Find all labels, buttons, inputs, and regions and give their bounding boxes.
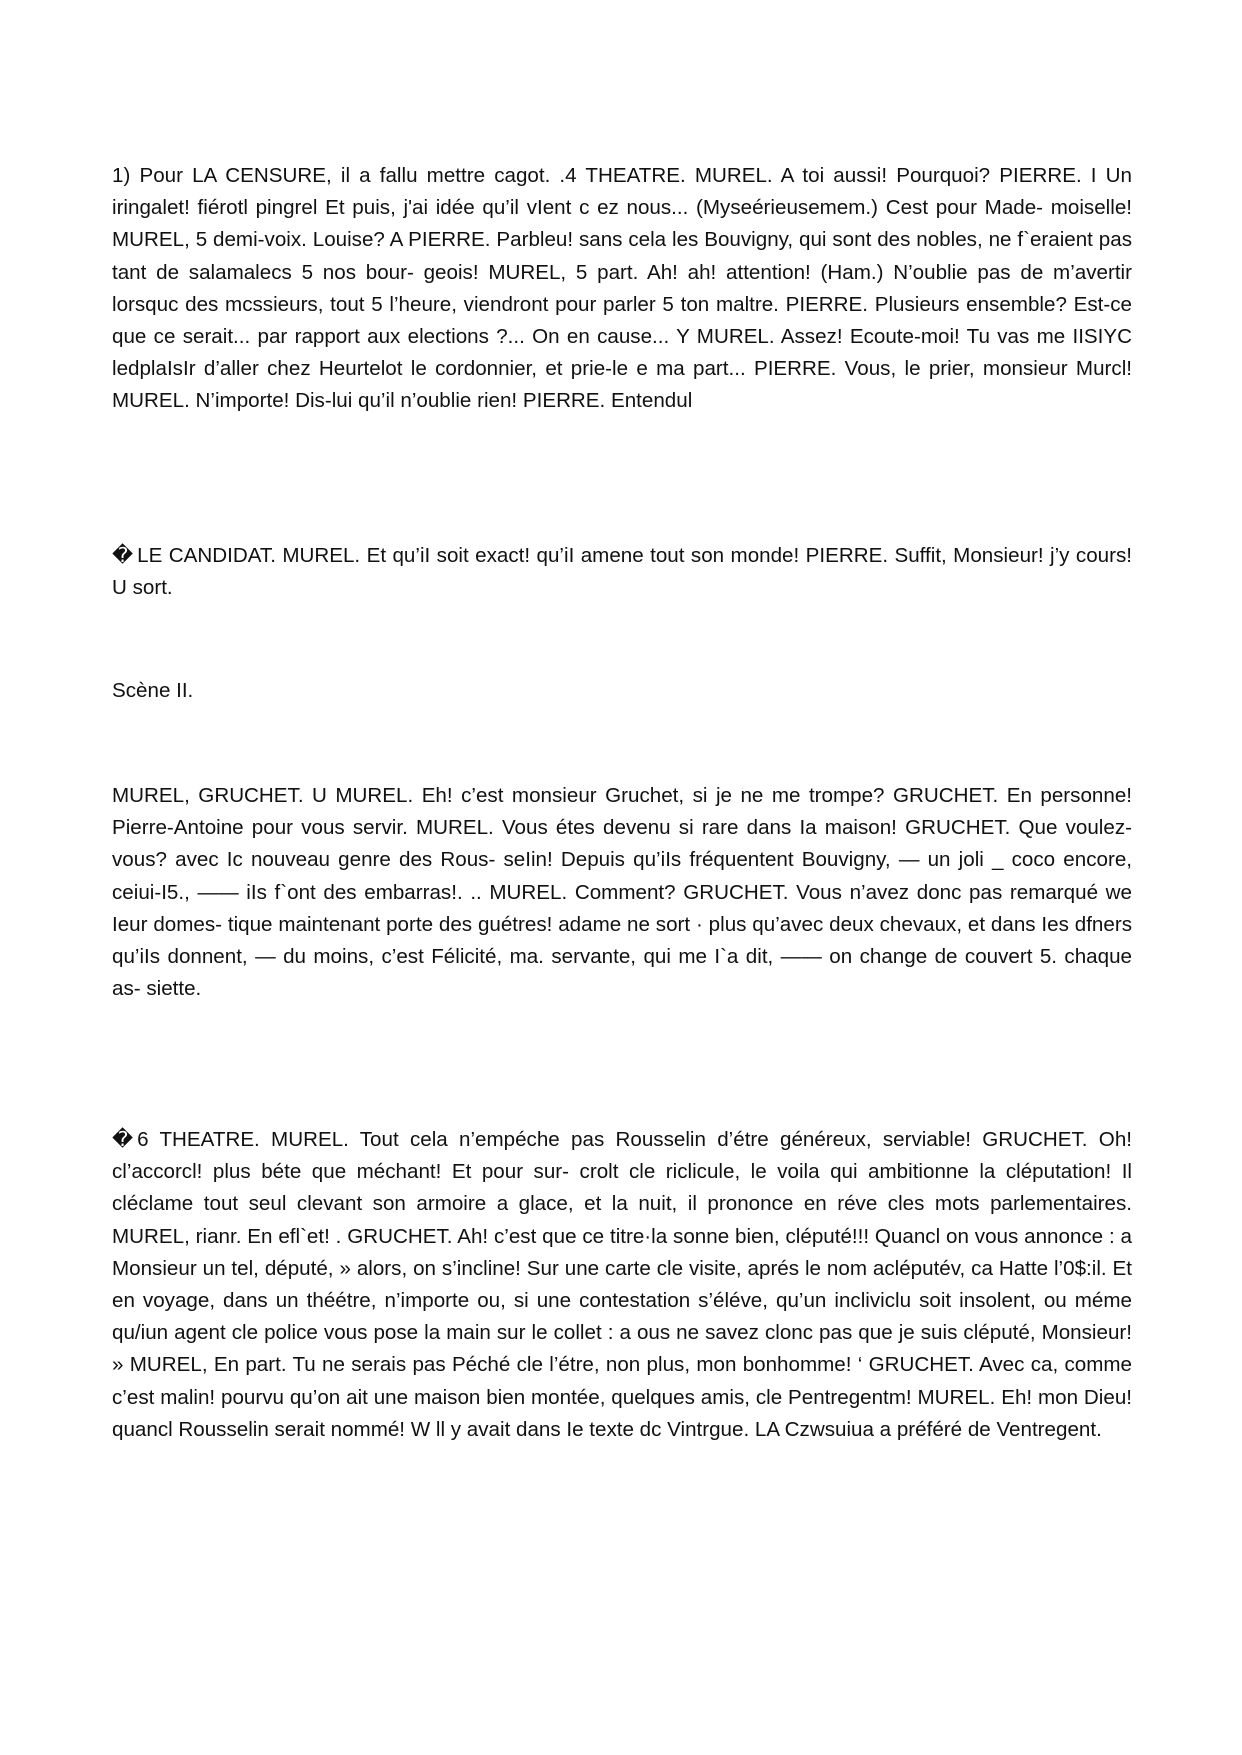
replacement-character-icon: � <box>112 1128 134 1151</box>
scene-heading: Scène II. <box>112 679 194 702</box>
document-page <box>112 0 1132 1755</box>
replacement-character-icon: � <box>112 544 134 567</box>
paragraph-1: 1) Pour LA CENSURE, il a fallu mettre cagot. .4 THEATRE. MUREL. A toi aussi! Pourquoi? PIERRE. I Un iringalet! fiérotl pingrel Et puis, j'ai idée qu’il vIent c ez nous... (Myseérieusemem.) Cest pour Made- moiselle! MUREL, 5 demi-voix. Louise? A PIERRE. Parbleu! sans cela les Bouvigny, qui sont des nobles, ne f`eraient pas tant de salamalecs 5 nos bour- geois! MUREL, 5 part. Ah! ah! attention! (Ham.) N’oublie pas de m’avertir lorsquc des mcssieurs, tout 5 l’heure, viendront pour parler 5 ton maltre. PIERRE. Plusieurs ensemble? Est-ce que ce serait... par rapport aux elections ?... On en cause... Y MUREL. Assez! Ecoute-moi! Tu vas me IISIYC ledplaIsIr d’aller chez Heurtelot le cordonnier, et prie-le e ma part... PIERRE. Vous, le prier, monsieur Murcl! MUREL. N’importe! Dis-lui qu’il n’oublie rien! PIERRE. Entendul <box>112 164 1132 413</box>
paragraph-4 <box>112 1124 1132 1446</box>
paragraph-2 <box>112 540 1132 604</box>
paragraph-4-text: 6 THEATRE. MUREL. Tout cela n’empéche pas Rousselin d’étre généreux, serviable! GRUCHET. Oh! cl’accorcl! plus béte que méchant! Et pour sur- crolt cle riclicule, le voila qui ambitionne la cléputation! Il cléclame tout seul clevant son armoire a glace, et la nuit, il prononce en réve cles mots parlementaires. MUREL, rianr. En efl`et! . GRUCHET. Ah! c’est que ce titre·la sonne bien, cléputé!!! Quancl on vous annonce : a Monsieur un tel, député, » alors, on s’incline! Sur une carte cle visite, aprés le nom acléputév, ca Hatte l’0$:il. Et en voyage, dans un théétre, n’importe ou, si une contestation s’éléve, qu’un incliviclu soit insolent, ou méme qu/iun agent cle police vous pose la main sur le collet : a ous ne savez clonc pas que je suis cléputé, Monsieur! » MUREL, En part. Tu ne serais pas Péché cle l’étre, non plus, mon bonhomme! ‘ GRUCHET. Avec ca, comme c’est malin! pourvu qu’on ait une maison bien montée, quelques amis, cle Pentregentm! MUREL. Eh! mon Dieu! quancl Rousselin serait nommé! W ll y avait dans Ie texte dc Vintrgue. LA Czwsuiua a préféré de Ventregent. <box>112 1128 1132 1441</box>
paragraph-3: MUREL, GRUCHET. U MUREL. Eh! c’est monsieur Gruchet, si je ne me trompe? GRUCHET. En personne! Pierre-Antoine pour vous servir. MUREL. Vous étes devenu si rare dans Ia maison! GRUCHET. Que voulez-vous? avec Ic nouveau genre des Rous- seIin! Depuis qu’iIs fréquentent Bouvigny, — un joli _ coco encore, ceiui-I5., —— iIs f`ont des embarras!. .. MUREL. Comment? GRUCHET. Vous n’avez donc pas remarqué we Ieur domes- tique maintenant porte des guétres! adame ne sort · plus qu’avec deux chevaux, et dans Ies dfners qu’iIs donnent, — du moins, c’est Félicité, ma. servante, qui me I`a dit, —— on change de couvert 5. chaque as- siette. <box>112 784 1132 1001</box>
paragraph-2-text: LE CANDIDAT. MUREL. Et qu’iI soit exact! qu’iI amene tout son monde! PIERRE. Suffit, Monsieur! j’y cours! U sort. <box>112 544 1132 600</box>
